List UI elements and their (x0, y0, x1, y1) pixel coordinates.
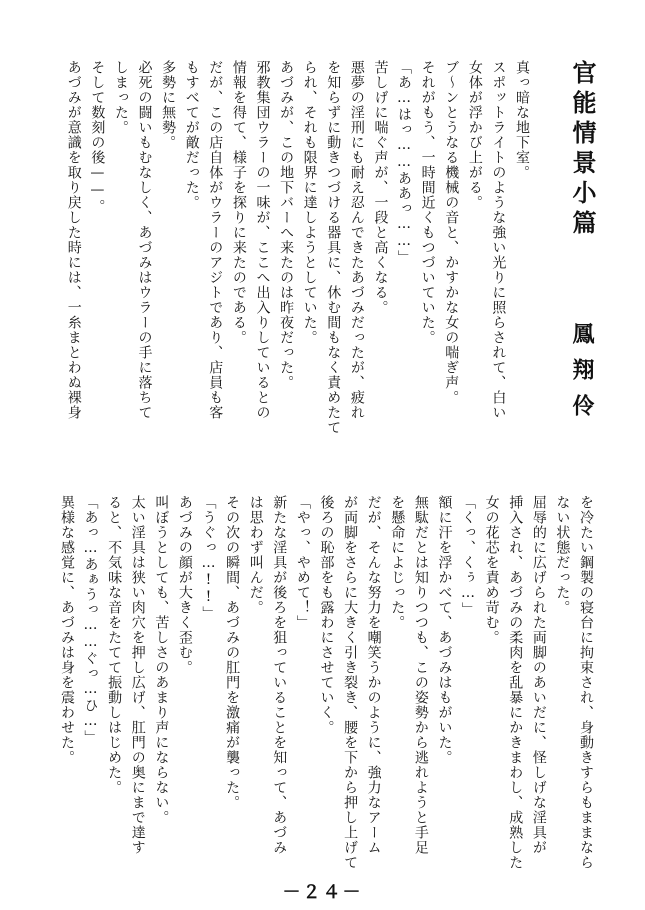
text-line: 無駄だとは知りつつも、この姿勢から逃れようと手足 (412, 495, 429, 855)
text-line: 挿入され、あづみの柔肉を乱暴にかきまわし、成熟した (507, 495, 524, 870)
text-line: 「あっ…あぁうっ……ぐっ…ひ…」 (82, 495, 99, 745)
text-line: 後ろの恥部をも露わにさせていく。 (318, 495, 335, 735)
text-line: その次の瞬間、あづみの肛門を激痛が襲った。 (224, 495, 241, 810)
text-line: が両脚をさらに大きく引き裂き、腰を下から押し上げて (342, 495, 359, 870)
text-line: 太い淫具は狭い肉穴を押し広げ、肛門の奥にまで達す (129, 495, 146, 855)
text-line: あづみが意識を取り戻した時には、一糸まとわぬ裸身 (65, 60, 82, 420)
text-line: もすべてが敵だった。 (183, 60, 200, 210)
text-line: 異様な感覚に、あづみは身を震わせた。 (58, 495, 75, 765)
text-block-upper (65, 60, 533, 450)
text-line: を懸命によじった。 (389, 495, 406, 630)
text-line: 「うぐっ…!!」 (200, 495, 217, 621)
text-line: あづみが、この地下バーへ来たのは昨夜だった。 (278, 60, 295, 390)
text-line: 真っ暗な地下室。 (514, 60, 530, 180)
text-line: 多勢に無勢。 (160, 60, 177, 150)
text-line: 「くっ、くぅ…」 (460, 495, 477, 617)
author-name: 鳳翔伶 (569, 322, 595, 430)
text-line: 新たな淫具が後ろを狙っていることを知って、あづみ (271, 495, 288, 855)
text-line: それがもう、一時間近くもつづいていた。 (419, 60, 436, 345)
text-line: ると、不気味な音をたてて振動しはじめた。 (106, 495, 123, 795)
text-line: 額に汗を浮かべて、あづみはもがいた。 (436, 495, 453, 765)
text-line: あづみの顔が大きく歪む。 (176, 495, 193, 675)
text-line: 情報を得て、様子を探りに来たのである。 (230, 60, 247, 345)
text-line: 悪夢の淫刑にも耐え忍んできたあづみだったが、疲れ (348, 60, 365, 420)
text-line: を知らずに動きつづける器具に、休む間もなく責めたて (325, 60, 342, 435)
text-block-lower (58, 495, 597, 870)
text-line: 女体が浮かび上がる。 (466, 60, 483, 210)
text-line: 「やっ、やめて！」 (294, 495, 311, 630)
text-line: そして数刻の後——。 (89, 60, 106, 214)
text-line: られ、それも限界に達しようとしていた。 (301, 60, 318, 345)
text-line: 女の花芯を責め苛む。 (483, 495, 500, 645)
text-line: だが、そんな努力を嘲笑うかのように、強力なアーム (365, 495, 382, 855)
text-line: 必死の闘いもむなしく、あづみはウラーの手に落ちて (136, 60, 153, 420)
text-line: は思わず叫んだ。 (247, 495, 264, 615)
text-line: しまった。 (112, 60, 129, 135)
text-line: 叫ぼうとしても、苦しさのあまり声にならない。 (153, 495, 170, 825)
text-line: を冷たい鋼製の寝台に拘束され、身動きすらもままなら (578, 495, 594, 870)
story-title: 官能情景小篇 (568, 60, 597, 240)
text-line: ブ〜ンとうなる機械の音と、かすかな女の喘ぎ声。 (443, 60, 460, 405)
text-line: スポットライトのような強い光りに照らされて、白い (490, 60, 507, 420)
text-line: 苦しげに喘ぐ声が、一段と高くなる。 (372, 60, 389, 315)
text-line: 邪教集団ウラーの一味が、ここへ出入りしているとの (254, 60, 271, 420)
text-line: ない状態だった。 (554, 495, 571, 615)
text-line: だが、この店自体がウラーのアジトであり、店員も客 (207, 60, 224, 420)
text-line: 屈辱的に広げられた両脚のあいだに、怪しげな淫具が (530, 495, 547, 855)
text-line: 「あ…はっ……ああっ……」 (396, 60, 413, 265)
page-number: －２４－ (282, 882, 363, 903)
